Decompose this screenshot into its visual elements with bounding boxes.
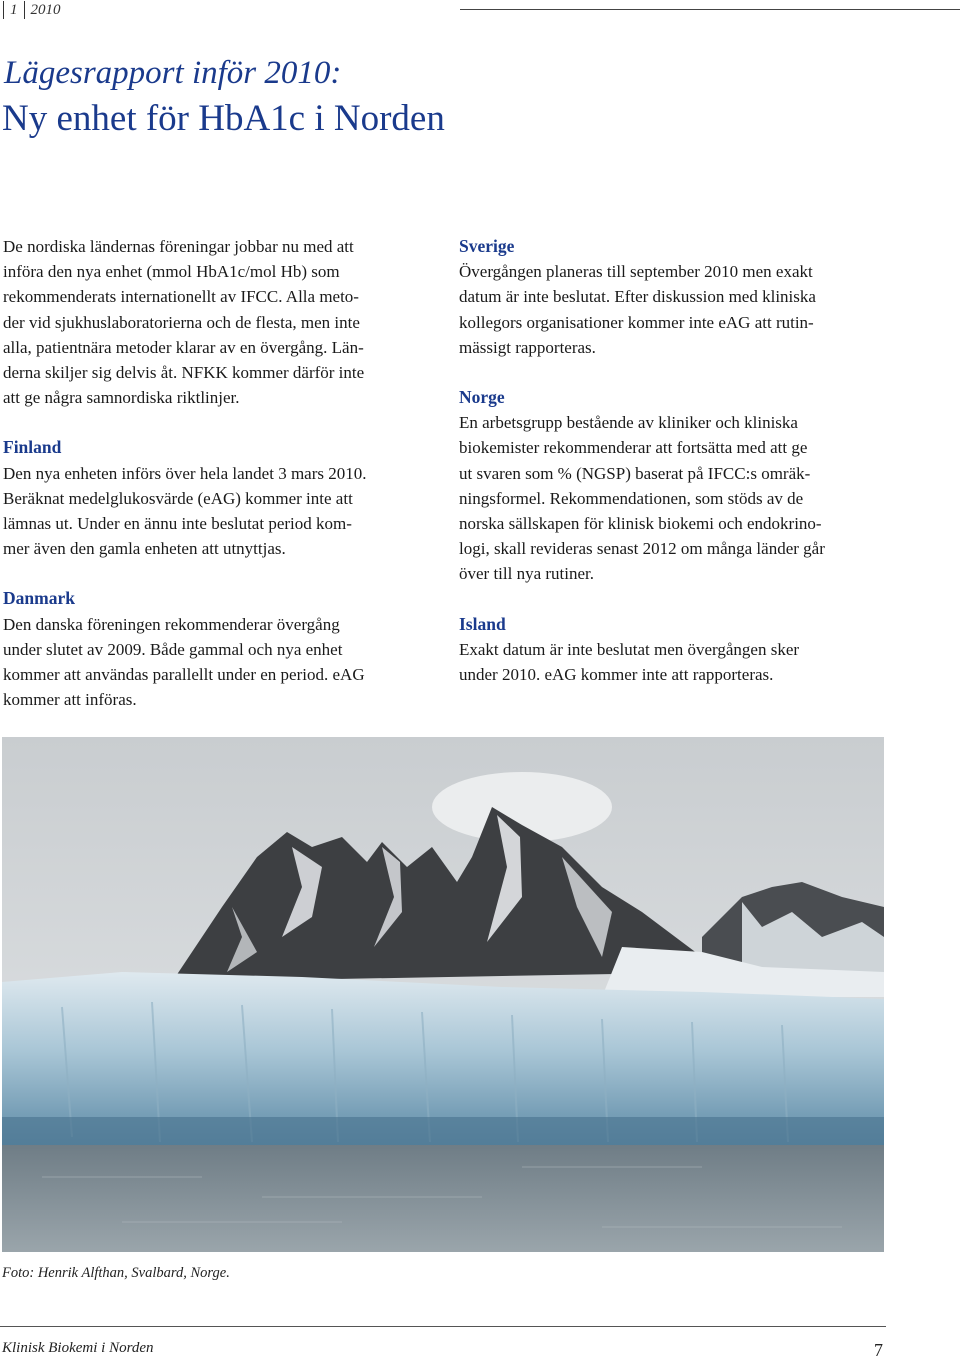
text-line: ningsformel. Rekommendationen, som stöds av de <box>459 488 804 508</box>
text-line: norska sällskapen för klinisk biokemi och endokrino- <box>459 514 822 534</box>
text-line: kommer att införas. <box>3 690 137 710</box>
text-line: derna skiljer sig delvis åt. NFKK kommer därför inte <box>3 363 365 383</box>
text-line: under 2010. eAG kommer inte att rapporteras. <box>459 665 774 685</box>
section-text-finland <box>3 461 431 562</box>
photo-caption: Foto: Henrik Alfthan, Svalbard, Norge. <box>2 1265 230 1281</box>
text-line: datum är inte beslutat. Efter diskussion med kliniska <box>459 287 816 307</box>
glacier-landscape-image <box>2 737 884 1252</box>
intro-paragraph <box>3 234 431 410</box>
text-line: De nordiska ländernas föreningar jobbar nu med att <box>3 237 354 256</box>
text-line: införa den nya enhet (mmol HbA1c/mol Hb) som <box>3 262 340 282</box>
text-line: mässigt rapporteras. <box>459 337 596 357</box>
text-line: biokemister rekommenderar att fortsätta med att ge <box>459 438 808 458</box>
text-line: der vid sjukhuslaboratorierna och de flesta, men inte <box>3 312 360 332</box>
text-line: under slutet av 2009. Både gammal och nya enhet <box>3 639 343 659</box>
issue-year: 2010 <box>30 1 61 18</box>
text-line: alla, patientnära metoder klarar av en övergång. Län- <box>3 337 364 357</box>
text-line: mer även den gamla enheten att utnyttjas. <box>3 539 286 559</box>
issue-label <box>0 0 61 20</box>
text-line: En arbetsgrupp bestående av kliniker och kliniska <box>459 413 798 433</box>
text-line: rekommenderats internationellt av IFCC. Alla meto- <box>3 287 359 307</box>
section-heading-sverige: Sverige <box>459 236 515 256</box>
text-line: ut svaren som % (NGSP) baserat på IFCC:s omräk- <box>459 463 811 483</box>
section-heading-finland: Finland <box>3 437 62 458</box>
text-line: lämnas ut. Under en ännu inte beslutat period kom- <box>3 514 352 534</box>
article-kicker: Lägesrapport inför 2010: <box>4 55 342 91</box>
right-column <box>459 234 887 687</box>
article-title: Ny enhet för HbA1c i Norden <box>2 98 445 139</box>
section-text-island <box>459 637 887 687</box>
text-line: Övergången planeras till september 2010 men exakt <box>459 262 813 282</box>
text-line: att ge några samnordiska riktlinjer. <box>3 388 240 408</box>
glacier-photo <box>2 737 884 1252</box>
section-heading-danmark: Danmark <box>3 588 75 609</box>
text-line: kommer att användas parallellt under en period. eAG <box>3 665 365 685</box>
text-line: Exakt datum är inte beslutat men övergången sker <box>459 639 800 659</box>
footer-rule <box>0 1326 886 1327</box>
section-text-danmark <box>3 612 431 713</box>
issue-number: 1 <box>10 1 18 18</box>
divider <box>24 1 25 19</box>
section-heading-island: Island <box>459 613 506 634</box>
left-column <box>3 234 431 712</box>
text-line: logi, skall revideras senast 2012 om många länder går <box>459 539 825 559</box>
text-line: kollegors organisationer kommer inte eAG att rutin- <box>459 312 814 332</box>
header-rule <box>460 9 960 10</box>
page-number: 7 <box>874 1340 883 1360</box>
text-line: Den danska föreningen rekommenderar övergång <box>3 614 340 634</box>
text-line: Beräknat medelglukosvärde (eAG) kommer inte att <box>3 488 353 508</box>
divider <box>3 1 4 19</box>
section-text-sverige <box>459 259 887 360</box>
section-heading-norge: Norge <box>459 387 505 408</box>
section-text-norge <box>459 410 887 586</box>
text-line: Den nya enheten införs över hela landet 3 mars 2010. <box>3 463 367 483</box>
text-line: över till nya rutiner. <box>459 564 595 584</box>
journal-name: Klinisk Biokemi i Norden <box>2 1340 154 1356</box>
